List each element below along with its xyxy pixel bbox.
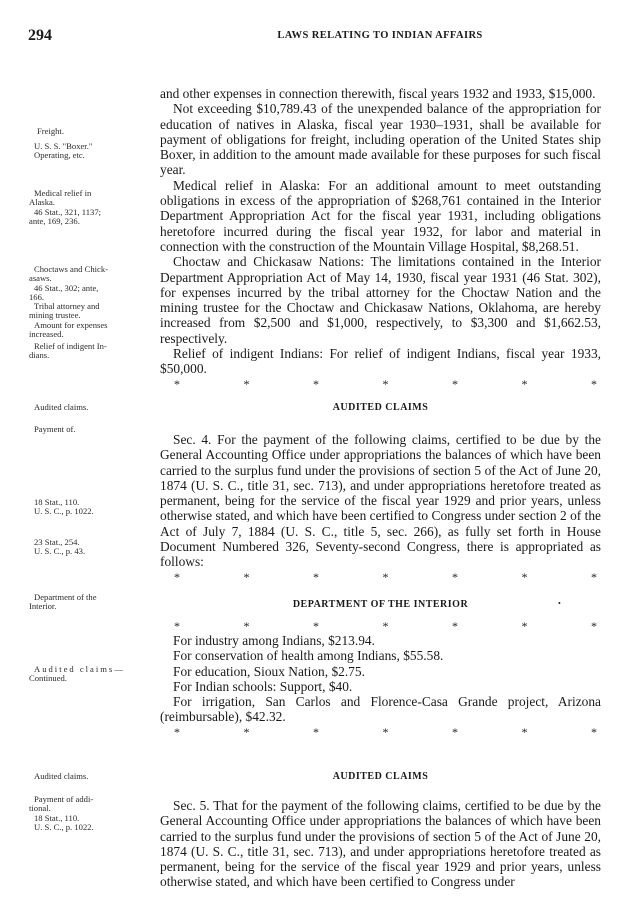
sidenote-audited-claims-2: Audited claims. [34, 771, 89, 781]
item-education: For education, Sioux Nation, $2.75. [173, 663, 365, 679]
paragraph-sec4: Sec. 4. For the payment of the following claims, certified to be due by the General Accounting Office under appropriations the balances of which have been carried to the surplus fund under the provisions of section 5 of the Act of June 20, 1874 (U. S. C., title 31, sec. 713), and under appropriations heretofore treated as permanent, being for the service of the fiscal year 1929 and prior years, unless otherwise stated, and which have been certified to Congress under section 2 of the Act of July 7, 1884 (U. S. C., title 5, sec. 266), as fully set forth in House Document Numbered 326, Seventy-second Congress, there is appropriated as follows: [160, 432, 601, 570]
paragraph-freight: Not exceeding $10,789.43 of the unexpended balance of the appropriation for education of natives in Alaska, fiscal year 1930–1931, shall be available for payment of obligations for freight, including operation of the United States ship Boxer, in addition to the amount made available for these purposes for such fiscal year. [160, 101, 601, 178]
sidenote-audited-claims: Audited claims. [34, 402, 89, 412]
sidenote-choctaw: Choctaws and Chick- asaws. 46 Stat., 302; ante, 166. Tribal attorney and mining trustee. Amount for expenses increased. [29, 264, 108, 340]
asterisk-divider: * * * * * * * [174, 724, 597, 739]
section-heading-audited-claims-2: AUDITED CLAIMS [332, 771, 429, 782]
body-block-sec5 [160, 798, 601, 890]
paragraph-sec5: Sec. 5. That for the payment of the following claims, certified to be due by the General Accounting Office under appropriations the balances of which have been carried to the surplus fund under the provisions of section 5 of the Act of June 20, 1874 (U. S. C., title 31, sec. 713), and under appropriations heretofore treated as permanent, being for the service of the fiscal year 1929 and prior years, unless otherwise stated, and which have been certified to Congress under [160, 798, 601, 890]
body-block-sec4 [160, 432, 601, 584]
sidenote-audited-continued: Audited claims— Continued. [29, 664, 125, 684]
running-title: LAWS RELATING TO INDIAN AFFAIRS [277, 30, 483, 41]
item-industry: For industry among Indians, $213.94. [173, 633, 375, 648]
section-heading-interior: DEPARTMENT OF THE INTERIOR [292, 599, 469, 610]
item-indian-schools: For Indian schools: Support, $40. [173, 678, 353, 694]
sidenote-boxer: U. S. S. "Boxer." Operating, etc. [34, 141, 93, 161]
sidenote-payment-additional: Payment of addi- tional. 18 Stat., 110. U. S. C., p. 1022. [29, 794, 94, 832]
paragraph-medical-relief: Medical relief in Alaska: For an additional amount to meet outstanding obligations in excess of the appropriation of $268,761 contained in the Interior Department Appropriation Act for the fiscal year 1931, including obligations heretofore incurred during the fiscal year 1932, for labor and material in connection with the construction of the Mountain Village Hospital, $8,268.51. [160, 177, 601, 254]
sidenote-payment: Payment of. [34, 424, 76, 434]
sidenote-18-stat: 18 Stat., 110. U. S. C., p. 1022. [34, 497, 94, 517]
item-irrigation: For irrigation, San Carlos and Florence-Casa Grande project, Arizona (reimbursable), $42.32. [160, 694, 601, 725]
body-block-interior [160, 619, 601, 739]
sidenote-medical-relief: Medical relief in Alaska. 46 Stat., 321, 1137; ante, 169, 236. [29, 188, 101, 226]
section-heading-audited-claims: AUDITED CLAIMS [332, 402, 429, 413]
paragraph-continuation: and other expenses in connection therewith, fiscal years 1932 and 1933, $15,000. [160, 86, 596, 101]
stray-mark: • [558, 599, 561, 608]
paragraph-choctaw: Choctaw and Chickasaw Nations: The limitations contained in the Interior Department Appropriation Act of May 14, 1930, fiscal year 1931 (46 Stat. 302), for expenses incurred by the tribal attorney for the Choctaw Nation and the mining trustee for the Choctaw and Chickasaw Nations, Oklahoma, are hereby increased from $2,500 and $1,000, respectively, to $3,300 and $1,662.53, respectively. [160, 254, 601, 346]
paragraph-indigent-relief: Relief of indigent Indians: For relief of indigent Indians, fiscal year 1933, $50,000. [160, 346, 601, 377]
page-header [0, 27, 624, 47]
page-number: 294 [28, 27, 52, 44]
item-conservation: For conservation of health among Indians, $55.58. [173, 648, 444, 664]
sidenote-department-interior: Department of the Interior. [29, 592, 97, 612]
asterisk-divider: * * * * * * * [174, 569, 597, 584]
sidenote-23-stat: 23 Stat., 254. U. S. C., p. 43. [34, 537, 86, 557]
sidenote-indigent-relief: Relief of indigent In- dians. [29, 341, 107, 361]
asterisk-divider: * * * * * * * [174, 619, 597, 633]
asterisk-divider: * * * * * * * [174, 376, 597, 391]
body-block-1 [160, 86, 601, 391]
sidenote-freight: Freight. [37, 126, 64, 136]
